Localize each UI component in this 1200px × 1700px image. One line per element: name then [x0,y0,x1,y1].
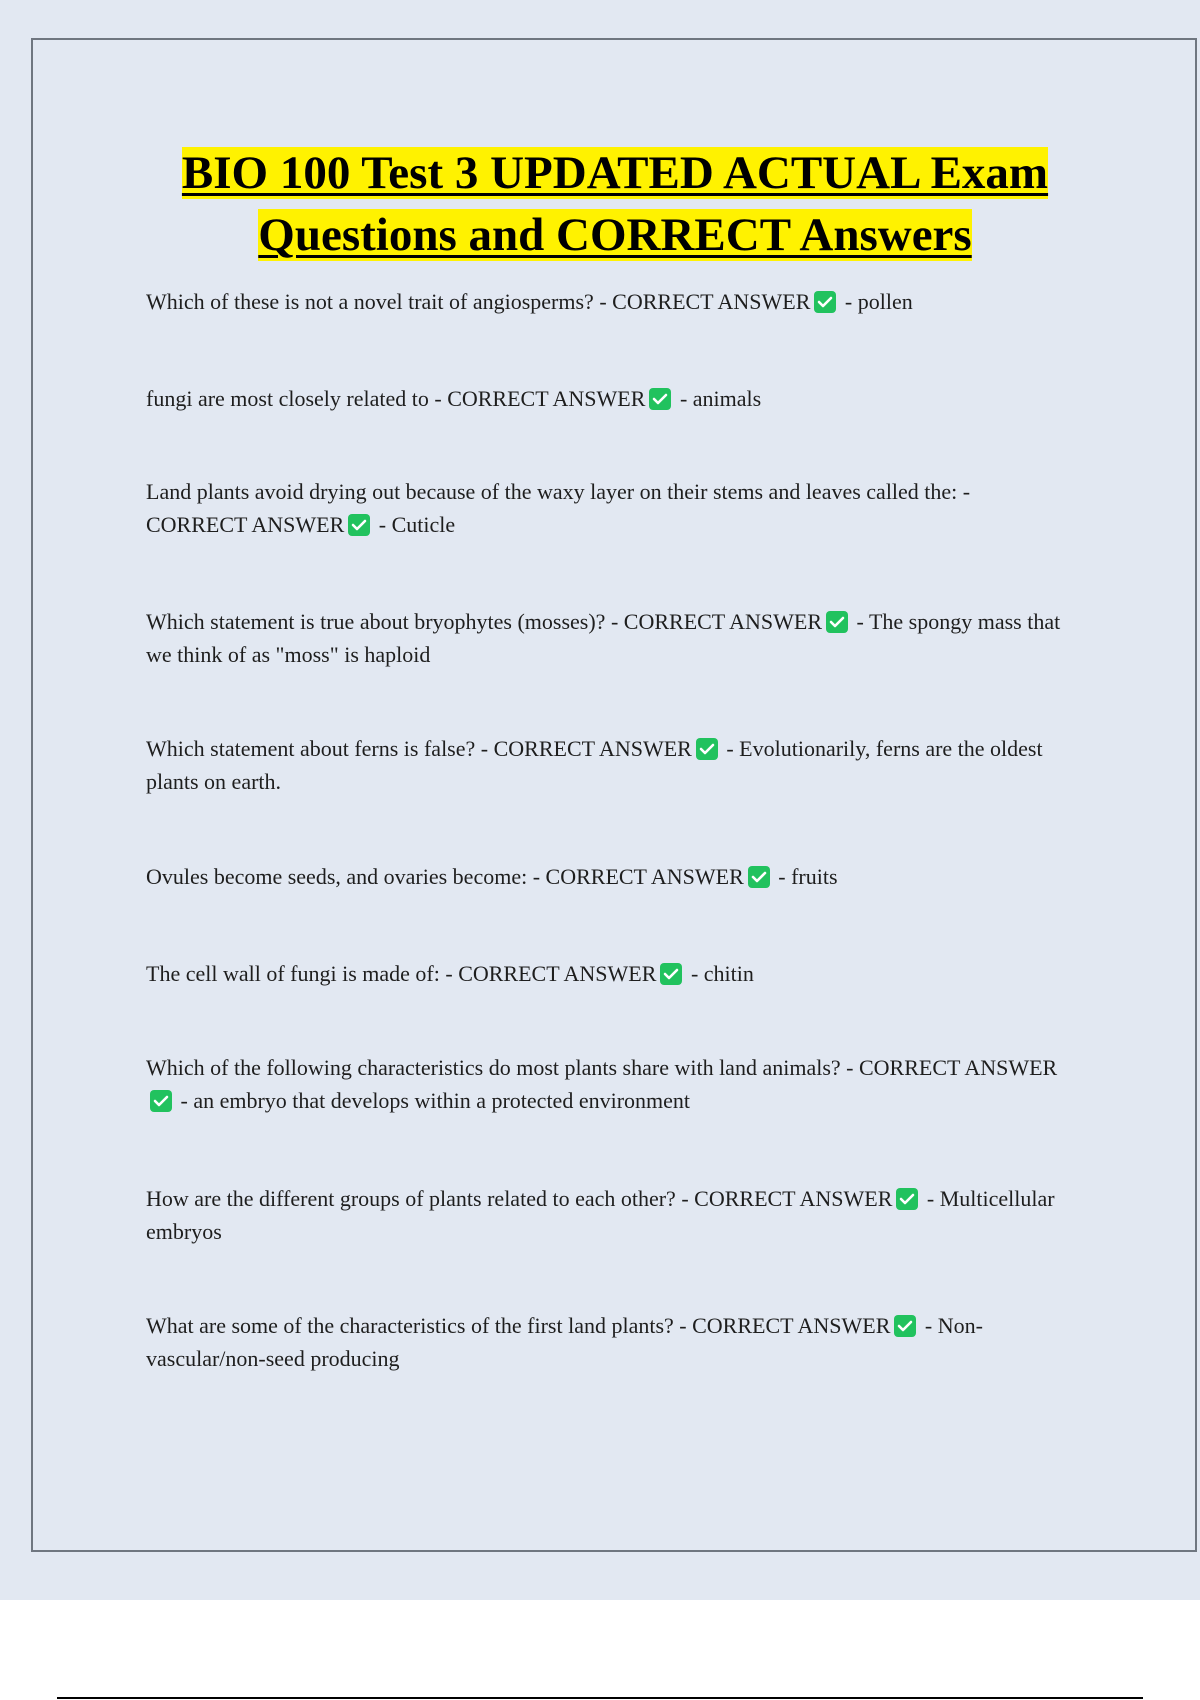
document-title [90,142,1140,266]
qa-item-4 [146,605,1076,671]
title-line-2: Questions and CORRECT Answers [258,209,972,261]
title-line-1: BIO 100 Test 3 UPDATED ACTUAL Exam [181,147,1049,199]
qa-item-7 [146,957,1076,990]
answer-text: - pollen [839,289,913,314]
answer-label: CORRECT ANSWER [146,512,345,537]
answer-label: CORRECT ANSWER [493,736,692,761]
question-text: Which statement is true about bryophytes (mosses)? - [146,609,624,634]
answer-text: - an embryo that develops within a protected environment [175,1088,691,1113]
qa-item-1 [146,285,1076,318]
qa-item-8 [146,1051,1076,1117]
answer-text: - The spongy mass that we think of as "moss" is haploid [146,609,1061,667]
qa-item-3 [146,475,1076,541]
question-text: Which of these is not a novel trait of angiosperms? - [146,289,613,314]
question-text: fungi are most closely related to - [146,386,448,411]
answer-text: - Cuticle [373,512,456,537]
question-text: Which statement about ferns is false? - [146,736,494,761]
answer-text: - chitin [685,961,754,986]
question-text: Ovules become seeds, and ovaries become: - [146,864,546,889]
green-check-box-icon [894,1315,916,1337]
answer-label: CORRECT ANSWER [858,1055,1058,1080]
green-check-box-icon [696,738,718,760]
answer-label: CORRECT ANSWER [612,289,811,314]
qa-item-2 [146,382,1076,415]
green-check-box-icon [660,963,682,985]
question-text: How are the different groups of plants related to each other? - [146,1186,695,1211]
qa-item-10 [146,1309,1076,1375]
green-check-box-icon [150,1090,172,1112]
answer-text: - animals [674,386,762,411]
answer-label: CORRECT ANSWER [458,961,657,986]
answer-text: - Non-vascular/non-seed producing [146,1313,983,1371]
green-check-box-icon [826,611,848,633]
green-check-box-icon [649,388,671,410]
question-text: Land plants avoid drying out because of the waxy layer on their stems and leaves called the: - [146,479,971,504]
answer-text: - Multicellular embryos [146,1186,1055,1244]
qa-item-5 [146,732,1076,798]
green-check-box-icon [896,1188,918,1210]
answer-text: - Evolutionarily, ferns are the oldest plants on earth. [146,736,1043,794]
answer-text: - fruits [772,864,838,889]
answer-label: CORRECT ANSWER [545,864,744,889]
answer-label: CORRECT ANSWER [623,609,823,634]
question-text: The cell wall of fungi is made of: - [146,961,459,986]
answer-label: CORRECT ANSWER [694,1186,893,1211]
footer-divider [57,1697,1143,1699]
qa-item-6 [146,860,1076,893]
answer-label: CORRECT ANSWER [692,1313,891,1338]
green-check-box-icon [748,866,770,888]
question-text: What are some of the characteristics of the first land plants? - [146,1313,693,1338]
green-check-box-icon [814,291,836,313]
answer-label: CORRECT ANSWER [447,386,646,411]
qa-item-9 [146,1182,1076,1248]
question-text: Which of the following characteristics do most plants share with land animals? - [146,1055,859,1080]
green-check-box-icon [348,514,370,536]
